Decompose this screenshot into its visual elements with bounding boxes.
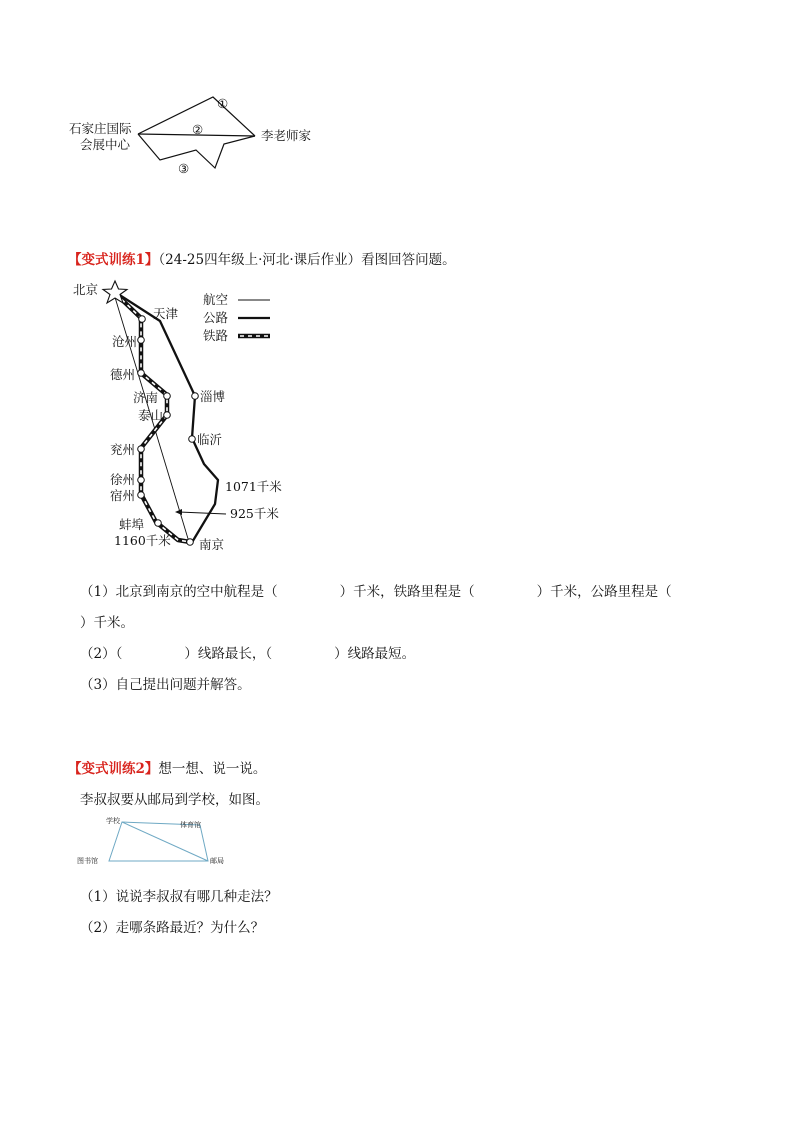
label-school: 学校 (106, 817, 120, 825)
city-dot-yanzhou (138, 446, 145, 453)
label-bengbu: 蚌埠 (119, 517, 145, 532)
city-dot-nanjing (187, 539, 194, 546)
exercise2-q2-text: （2）走哪条路最近？为什么？ (80, 920, 265, 936)
exercise2-q1-text: （1）说说李叔叔有哪几种走法？ (80, 889, 278, 905)
teacher-home-label: 李老师家 (261, 128, 312, 143)
exercise2-text: 想一想、说一说。 (158, 761, 267, 777)
exercise2-question-1 (80, 888, 278, 906)
city-dot-taishan (164, 412, 171, 419)
q1-part-c: ）千米，公路里程是（ (536, 584, 672, 600)
exercise2-tag: 【变式训练2】 (68, 761, 159, 777)
q2-part-b: ）线路最长，（ (184, 646, 273, 662)
city-dot-dezhou (138, 370, 145, 377)
route-3-label: ③ (178, 161, 190, 176)
exercise1-heading (68, 251, 456, 269)
label-dezhou: 德州 (110, 367, 136, 382)
exercise2-heading (68, 760, 266, 778)
city-dot-zibo (192, 393, 199, 400)
exercise1-question-1-cont (80, 614, 134, 632)
legend-air-label: 航空 (203, 292, 229, 307)
school-route-map (72, 812, 252, 870)
city-dot-linyi (189, 436, 196, 443)
q1-part-a: （1）北京到南京的空中航程是（ (80, 584, 278, 600)
beijing-nanjing-map-svg (68, 276, 308, 556)
route-2-label: ② (192, 122, 204, 137)
route-3-line (138, 134, 255, 168)
air-distance-arrowhead (175, 509, 182, 515)
exercise1-question-3 (80, 676, 251, 694)
label-beijing: 北京 (73, 282, 99, 297)
label-post-office: 邮局 (210, 857, 224, 865)
exhibition-center-label-1: 石家庄国际 (69, 121, 132, 136)
label-library: 图书馆 (77, 857, 98, 865)
label-nanjing: 南京 (199, 537, 225, 552)
label-tianjin: 天津 (153, 306, 179, 321)
q1-part-b: ）千米，铁路里程是（ (339, 584, 475, 600)
label-linyi: 临沂 (197, 432, 223, 447)
route-diagram (60, 88, 330, 183)
label-taishan: 泰山 (138, 408, 164, 423)
label-gym: 体育馆 (180, 821, 201, 829)
city-dot-tianjin (139, 316, 146, 323)
school-route-map-svg (72, 812, 252, 870)
legend-road-label: 公路 (203, 310, 229, 325)
label-jinan: 济南 (133, 390, 159, 405)
q1-part-d: ）千米。 (80, 615, 134, 631)
label-road-distance: 1071千米 (225, 479, 282, 494)
label-yanzhou: 兖州 (110, 442, 136, 457)
q3-text: （3）自己提出问题并解答。 (80, 677, 251, 693)
label-rail-distance: 1160千米 (114, 533, 171, 548)
label-suzhou: 宿州 (110, 488, 136, 503)
city-dot-cangzhou (138, 337, 145, 344)
route-diagram-svg (60, 88, 330, 183)
city-dot-jinan (164, 393, 171, 400)
city-dot-bengbu (155, 520, 162, 527)
beijing-nanjing-map (68, 276, 308, 556)
label-xuzhou: 徐州 (110, 472, 136, 487)
exercise2-line2 (80, 791, 269, 809)
route-1-label: ① (217, 96, 229, 111)
city-dot-suzhou (138, 492, 145, 499)
exercise2-line2-text: 李叔叔要从邮局到学校，如图。 (80, 792, 269, 808)
exercise1-text: （24-25四年级上·河北·课后作业）看图回答问题。 (158, 252, 456, 268)
exercise1-question-2 (80, 645, 415, 663)
exercise1-tag: 【变式训练1】 (68, 252, 159, 268)
q2-part-c: ）线路最短。 (334, 646, 416, 662)
exercise1-question-1 (80, 583, 672, 601)
exhibition-center-label-2: 会展中心 (80, 137, 131, 152)
city-dot-xuzhou (138, 477, 145, 484)
label-cangzhou: 沧州 (112, 334, 138, 349)
legend-rail-label: 铁路 (203, 328, 229, 343)
exercise2-question-2 (80, 919, 264, 937)
label-air-distance: 925千米 (230, 506, 279, 521)
air-distance-arrow (179, 512, 226, 514)
label-zibo: 淄博 (200, 389, 226, 404)
q2-part-a: （2）（ (80, 646, 123, 662)
